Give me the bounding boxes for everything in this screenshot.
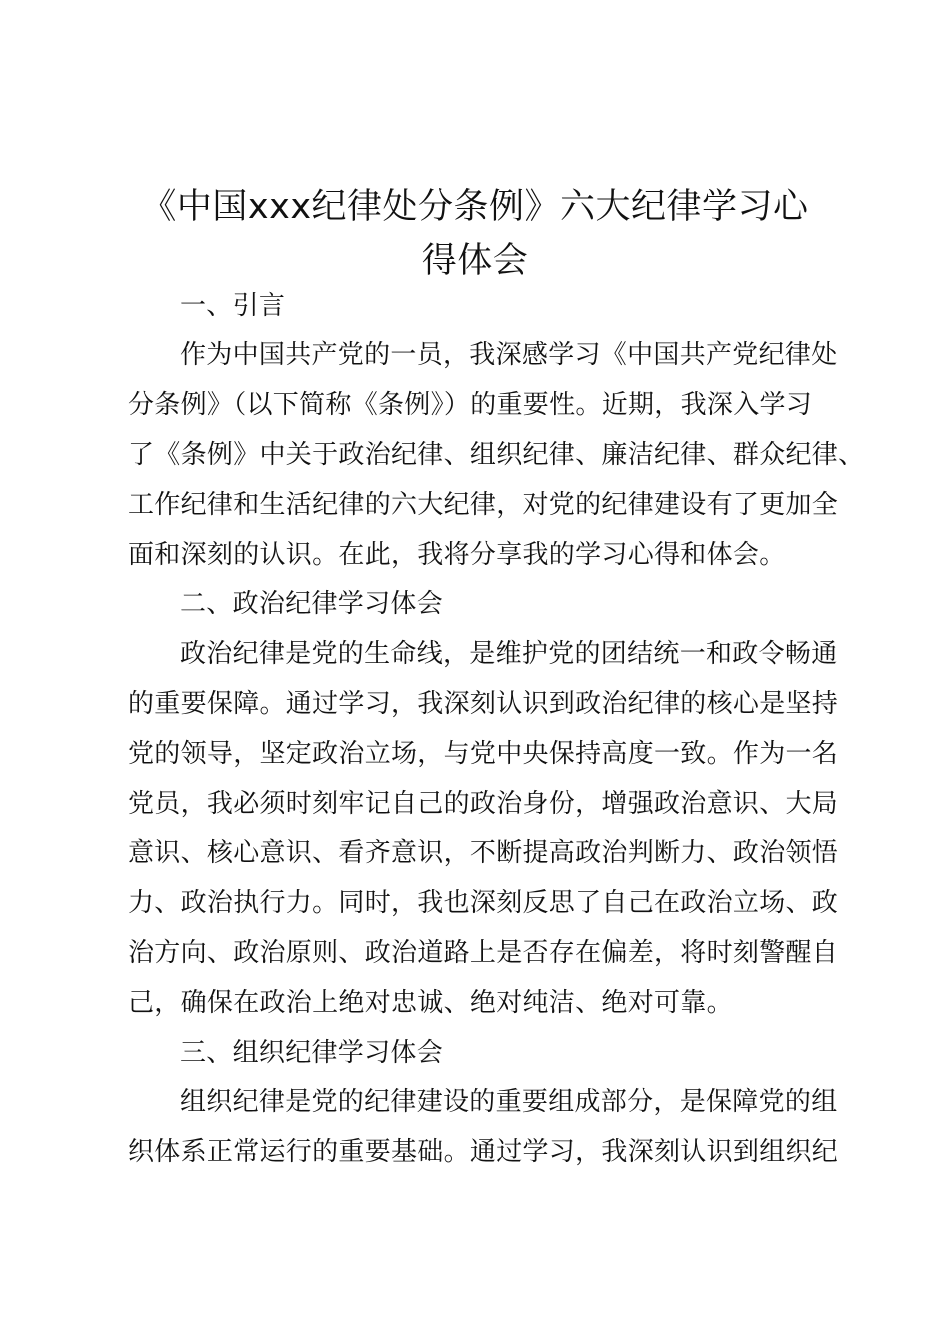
section-heading-organizational-discipline: 三、组织纪律学习体会 xyxy=(180,1038,444,1068)
paragraph-line: 党员，我必须时刻牢记自己的政治身份，增强政治意识、大局 xyxy=(128,789,839,819)
title-line-1: 《中国xxx纪律处分条例》六大纪律学习心 xyxy=(141,187,809,227)
section-heading-introduction: 一、引言 xyxy=(180,291,286,321)
paragraph-line: 力、政治执行力。同时，我也深刻反思了自己在政治立场、政 xyxy=(128,888,839,918)
paragraph-line: 党的领导，坚定政治立场，与党中央保持高度一致。作为一名 xyxy=(128,739,839,769)
paragraph-line: 分条例》（以下简称《条例》）的重要性。近期，我深入学习 xyxy=(128,390,813,420)
paragraph-line: 的重要保障。通过学习，我深刻认识到政治纪律的核心是坚持 xyxy=(128,689,839,719)
paragraph-line: 作为中国共产党的一员，我深感学习《中国共产党纪律处 xyxy=(180,340,838,370)
paragraph-line: 了《条例》中关于政治纪律、组织纪律、廉洁纪律、群众纪律、 xyxy=(128,440,865,470)
paragraph-line: 政治纪律是党的生命线，是维护党的团结统一和政令畅通 xyxy=(180,639,838,669)
paragraph-line: 织体系正常运行的重要基础。通过学习，我深刻认识到组织纪 xyxy=(128,1137,839,1167)
paragraph-line: 面和深刻的认识。在此，我将分享我的学习心得和体会。 xyxy=(128,540,786,570)
document-title xyxy=(110,180,840,288)
section-heading-political-discipline: 二、政治纪律学习体会 xyxy=(180,589,444,619)
paragraph-line: 组织纪律是党的纪律建设的重要组成部分，是保障党的组 xyxy=(180,1087,838,1117)
paragraph-line: 意识、核心意识、看齐意识，不断提高政治判断力、政治领悟 xyxy=(128,838,839,868)
paragraph-line: 工作纪律和生活纪律的六大纪律，对党的纪律建设有了更加全 xyxy=(128,490,839,520)
paragraph-line: 己，确保在政治上绝对忠诚、绝对纯洁、绝对可靠。 xyxy=(128,988,733,1018)
title-line-2: 得体会 xyxy=(421,241,529,281)
paragraph-line: 治方向、政治原则、政治道路上是否存在偏差，将时刻警醒自 xyxy=(128,938,839,968)
